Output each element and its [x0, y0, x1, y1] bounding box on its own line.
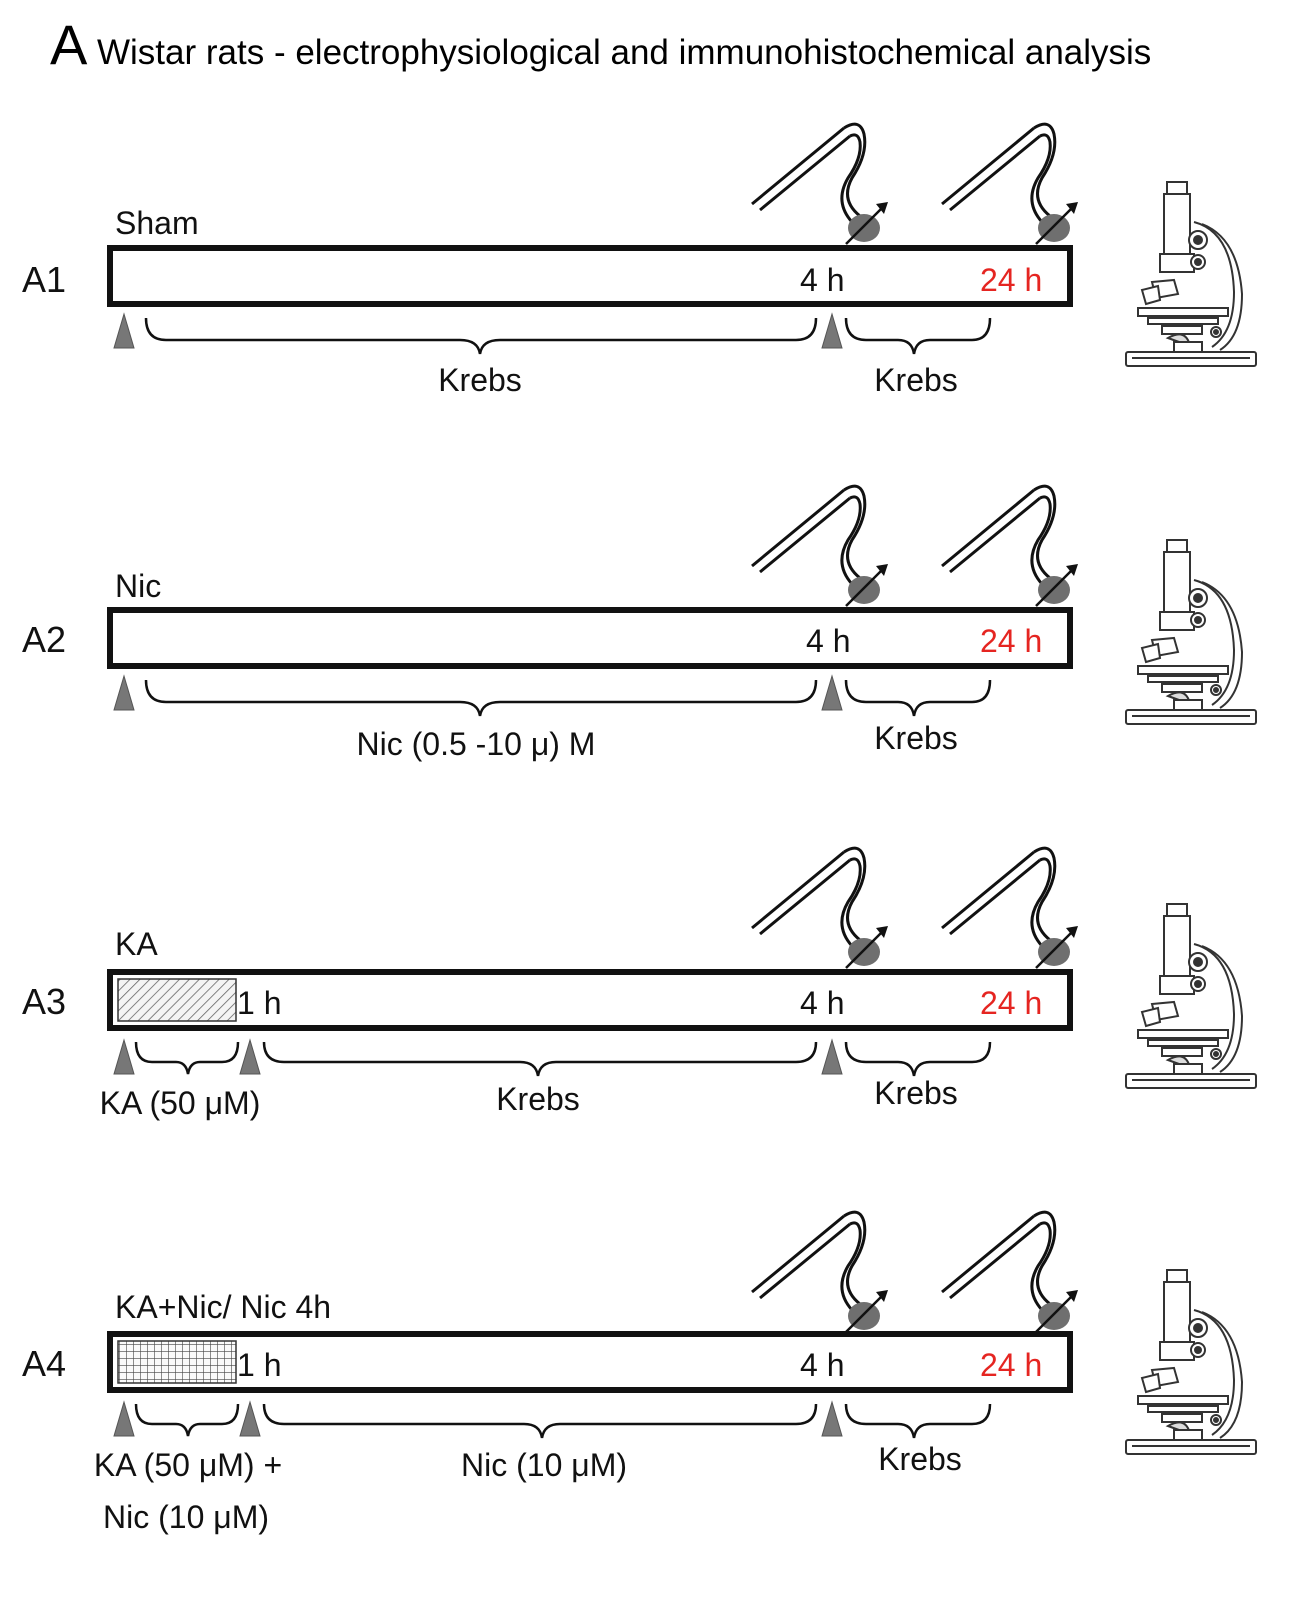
- microscope-icon: [1126, 540, 1256, 724]
- row-id: A4: [22, 1343, 67, 1384]
- brace: [136, 1042, 238, 1074]
- microscope-icon: [1126, 1270, 1256, 1454]
- brace: [264, 1404, 816, 1438]
- brace: [136, 1404, 238, 1436]
- protocol-row-a4: [22, 1212, 1256, 1535]
- row-id: A3: [22, 981, 67, 1022]
- brace-label: Krebs: [496, 1081, 580, 1117]
- microelectrode-icon: [752, 486, 888, 606]
- protocol-row-a1: [22, 124, 1256, 398]
- microelectrode-icon: [942, 848, 1078, 968]
- application-arrow-icon: [822, 676, 842, 710]
- brace-label: KA (50 μM) +: [93, 1447, 283, 1483]
- time-marker-24h: 24 h: [980, 262, 1043, 298]
- microelectrode-icon: [942, 1212, 1078, 1332]
- group-label: KA+Nic/ Nic 4h: [115, 1289, 332, 1325]
- microelectrode-icon: [942, 486, 1078, 606]
- group-label: Nic: [115, 568, 162, 604]
- application-arrow-icon: [114, 314, 134, 348]
- time-marker-24h: 24 h: [980, 985, 1043, 1021]
- brace: [146, 318, 816, 354]
- figure-title: Wistar rats - electrophysiological and immunohistochemical analysis: [97, 33, 1152, 72]
- row-id: A1: [22, 259, 67, 300]
- brace: [264, 1042, 816, 1076]
- brace: [846, 1042, 990, 1076]
- application-arrow-icon: [822, 1040, 842, 1074]
- brace-label: Krebs: [874, 720, 958, 756]
- brace-label: Nic (0.5 -10 μ) M: [356, 726, 596, 762]
- application-arrow-icon: [114, 1040, 134, 1074]
- timeline-bar: [110, 610, 1070, 666]
- brace-label: Krebs: [874, 362, 958, 398]
- group-label: KA: [115, 926, 158, 962]
- time-marker-4h: 4 h: [806, 623, 851, 659]
- brace-label: Nic (10 μM): [103, 1499, 269, 1535]
- brace: [846, 318, 990, 354]
- protocol-row-a2: [22, 486, 1256, 762]
- time-marker-1h: 1 h: [237, 985, 282, 1021]
- panel-letter: A: [50, 13, 88, 76]
- time-marker-4h: 4 h: [800, 985, 845, 1021]
- brace: [846, 1404, 990, 1438]
- protocol-row-a3: [22, 848, 1256, 1121]
- brace-label: KA (50 μM): [99, 1085, 261, 1121]
- microscope-icon: [1126, 904, 1256, 1088]
- application-arrow-icon: [240, 1040, 260, 1074]
- brace-label: Krebs: [438, 362, 522, 398]
- time-marker-24h: 24 h: [980, 1347, 1043, 1383]
- brace-label: Krebs: [874, 1075, 958, 1111]
- application-arrow-icon: [822, 314, 842, 348]
- brace: [146, 680, 816, 716]
- brace: [846, 680, 990, 716]
- time-marker-4h: 4 h: [800, 262, 845, 298]
- brace-label: Nic (10 μM): [461, 1447, 627, 1483]
- time-marker-4h: 4 h: [800, 1347, 845, 1383]
- microelectrode-icon: [752, 1212, 888, 1332]
- microelectrode-icon: [752, 124, 888, 244]
- ka-nic-application-block: [118, 1341, 236, 1383]
- time-marker-1h: 1 h: [237, 1347, 282, 1383]
- group-label: Sham: [115, 205, 199, 241]
- microscope-icon: [1126, 182, 1256, 366]
- time-marker-24h: 24 h: [980, 623, 1043, 659]
- application-arrow-icon: [114, 676, 134, 710]
- timeline-bar: [110, 248, 1070, 304]
- microelectrode-icon: [752, 848, 888, 968]
- brace-label: Krebs: [878, 1441, 962, 1477]
- application-arrow-icon: [822, 1402, 842, 1436]
- row-id: A2: [22, 619, 67, 660]
- microelectrode-icon: [942, 124, 1078, 244]
- application-arrow-icon: [240, 1402, 260, 1436]
- ka-application-block: [118, 979, 236, 1021]
- application-arrow-icon: [114, 1402, 134, 1436]
